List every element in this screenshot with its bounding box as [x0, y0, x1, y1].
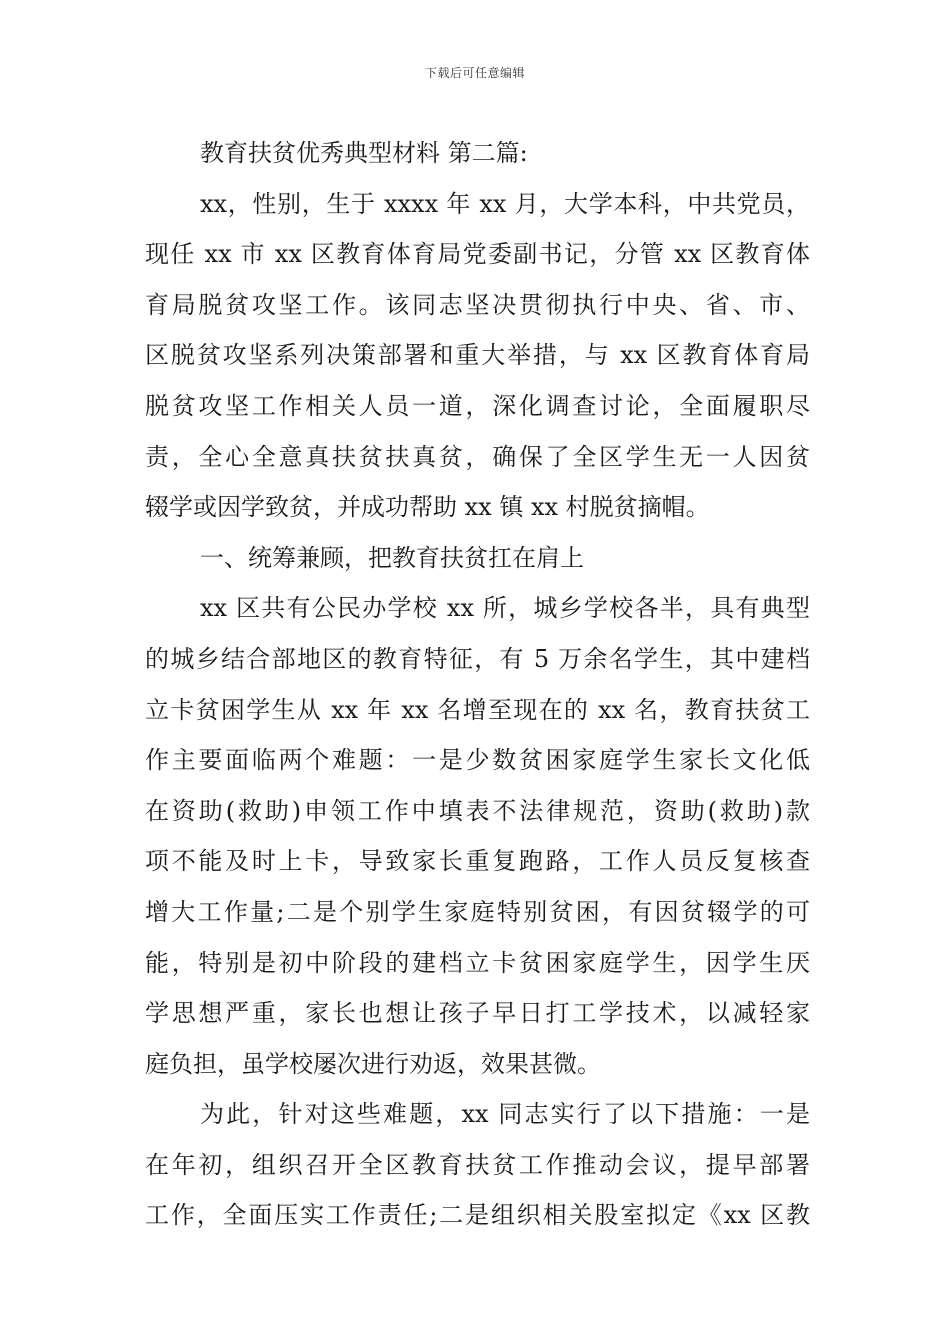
document-line: 立卡贫困学生从 xx 年 xx 名增至现在的 xx 名，教育扶贫工	[145, 695, 810, 724]
document-line: 增大工作量;二是个别学生家庭特别贫困，有因贫辍学的可	[145, 897, 810, 926]
document-line: xx 区共有公民办学校 xx 所，城乡学校各半，具有典型	[200, 594, 810, 623]
document-line: 工作，全面压实工作责任;二是组织相关股室拟定《xx 区教	[145, 1201, 810, 1230]
document-line: 庭负担，虽学校屡次进行劝返，效果甚微。	[145, 1049, 601, 1078]
document-line: 为此，针对这些难题，xx 同志实行了以下措施：一是	[200, 1100, 810, 1129]
document-line: 辍学或因学致贫，并成功帮助 xx 镇 xx 村脱贫摘帽。	[145, 493, 710, 522]
document-line: 育局脱贫攻坚工作。该同志坚决贯彻执行中央、省、市、	[145, 290, 810, 319]
document-line: 在年初，组织召开全区教育扶贫工作推动会议，提早部署	[145, 1150, 810, 1179]
document-line: 区脱贫攻坚系列决策部署和重大举措，与 xx 区教育体育局	[145, 341, 810, 370]
document-line: 现任 xx 市 xx 区教育体育局党委副书记，分管 xx 区教育体	[145, 240, 810, 269]
document-line: 一、统筹兼顾，把教育扶贫扛在肩上	[200, 543, 584, 572]
document-body	[145, 128, 810, 1241]
document-line: 能，特别是初中阶段的建档立卡贫困家庭学生，因学生厌	[145, 948, 810, 977]
document-line: 在资助(救助)申领工作中填表不法律规范，资助(救助)款	[145, 796, 810, 825]
document-line: 的城乡结合部地区的教育特征，有 5 万余名学生，其中建档	[145, 644, 810, 673]
document-line: 脱贫攻坚工作相关人员一道，深化调查讨论，全面履职尽	[145, 391, 810, 420]
document-line: 作主要面临两个难题：一是少数贫困家庭学生家长文化低	[145, 746, 810, 775]
document-line: 学思想严重，家长也想让孩子早日打工学技术，以减轻家	[145, 999, 810, 1028]
document-line: 教育扶贫优秀典型材料 第二篇:	[200, 139, 528, 167]
document-line: 项不能及时上卡，导致家长重复跑路，工作人员反复核查	[145, 847, 810, 876]
document-line: 责，全心全意真扶贫扶真贫，确保了全区学生无一人因贫	[145, 442, 810, 471]
page-header-note: 下载后可任意编辑	[424, 66, 525, 80]
document-line: xx，性别，生于 xxxx 年 xx 月，大学本科，中共党员，	[200, 189, 810, 218]
